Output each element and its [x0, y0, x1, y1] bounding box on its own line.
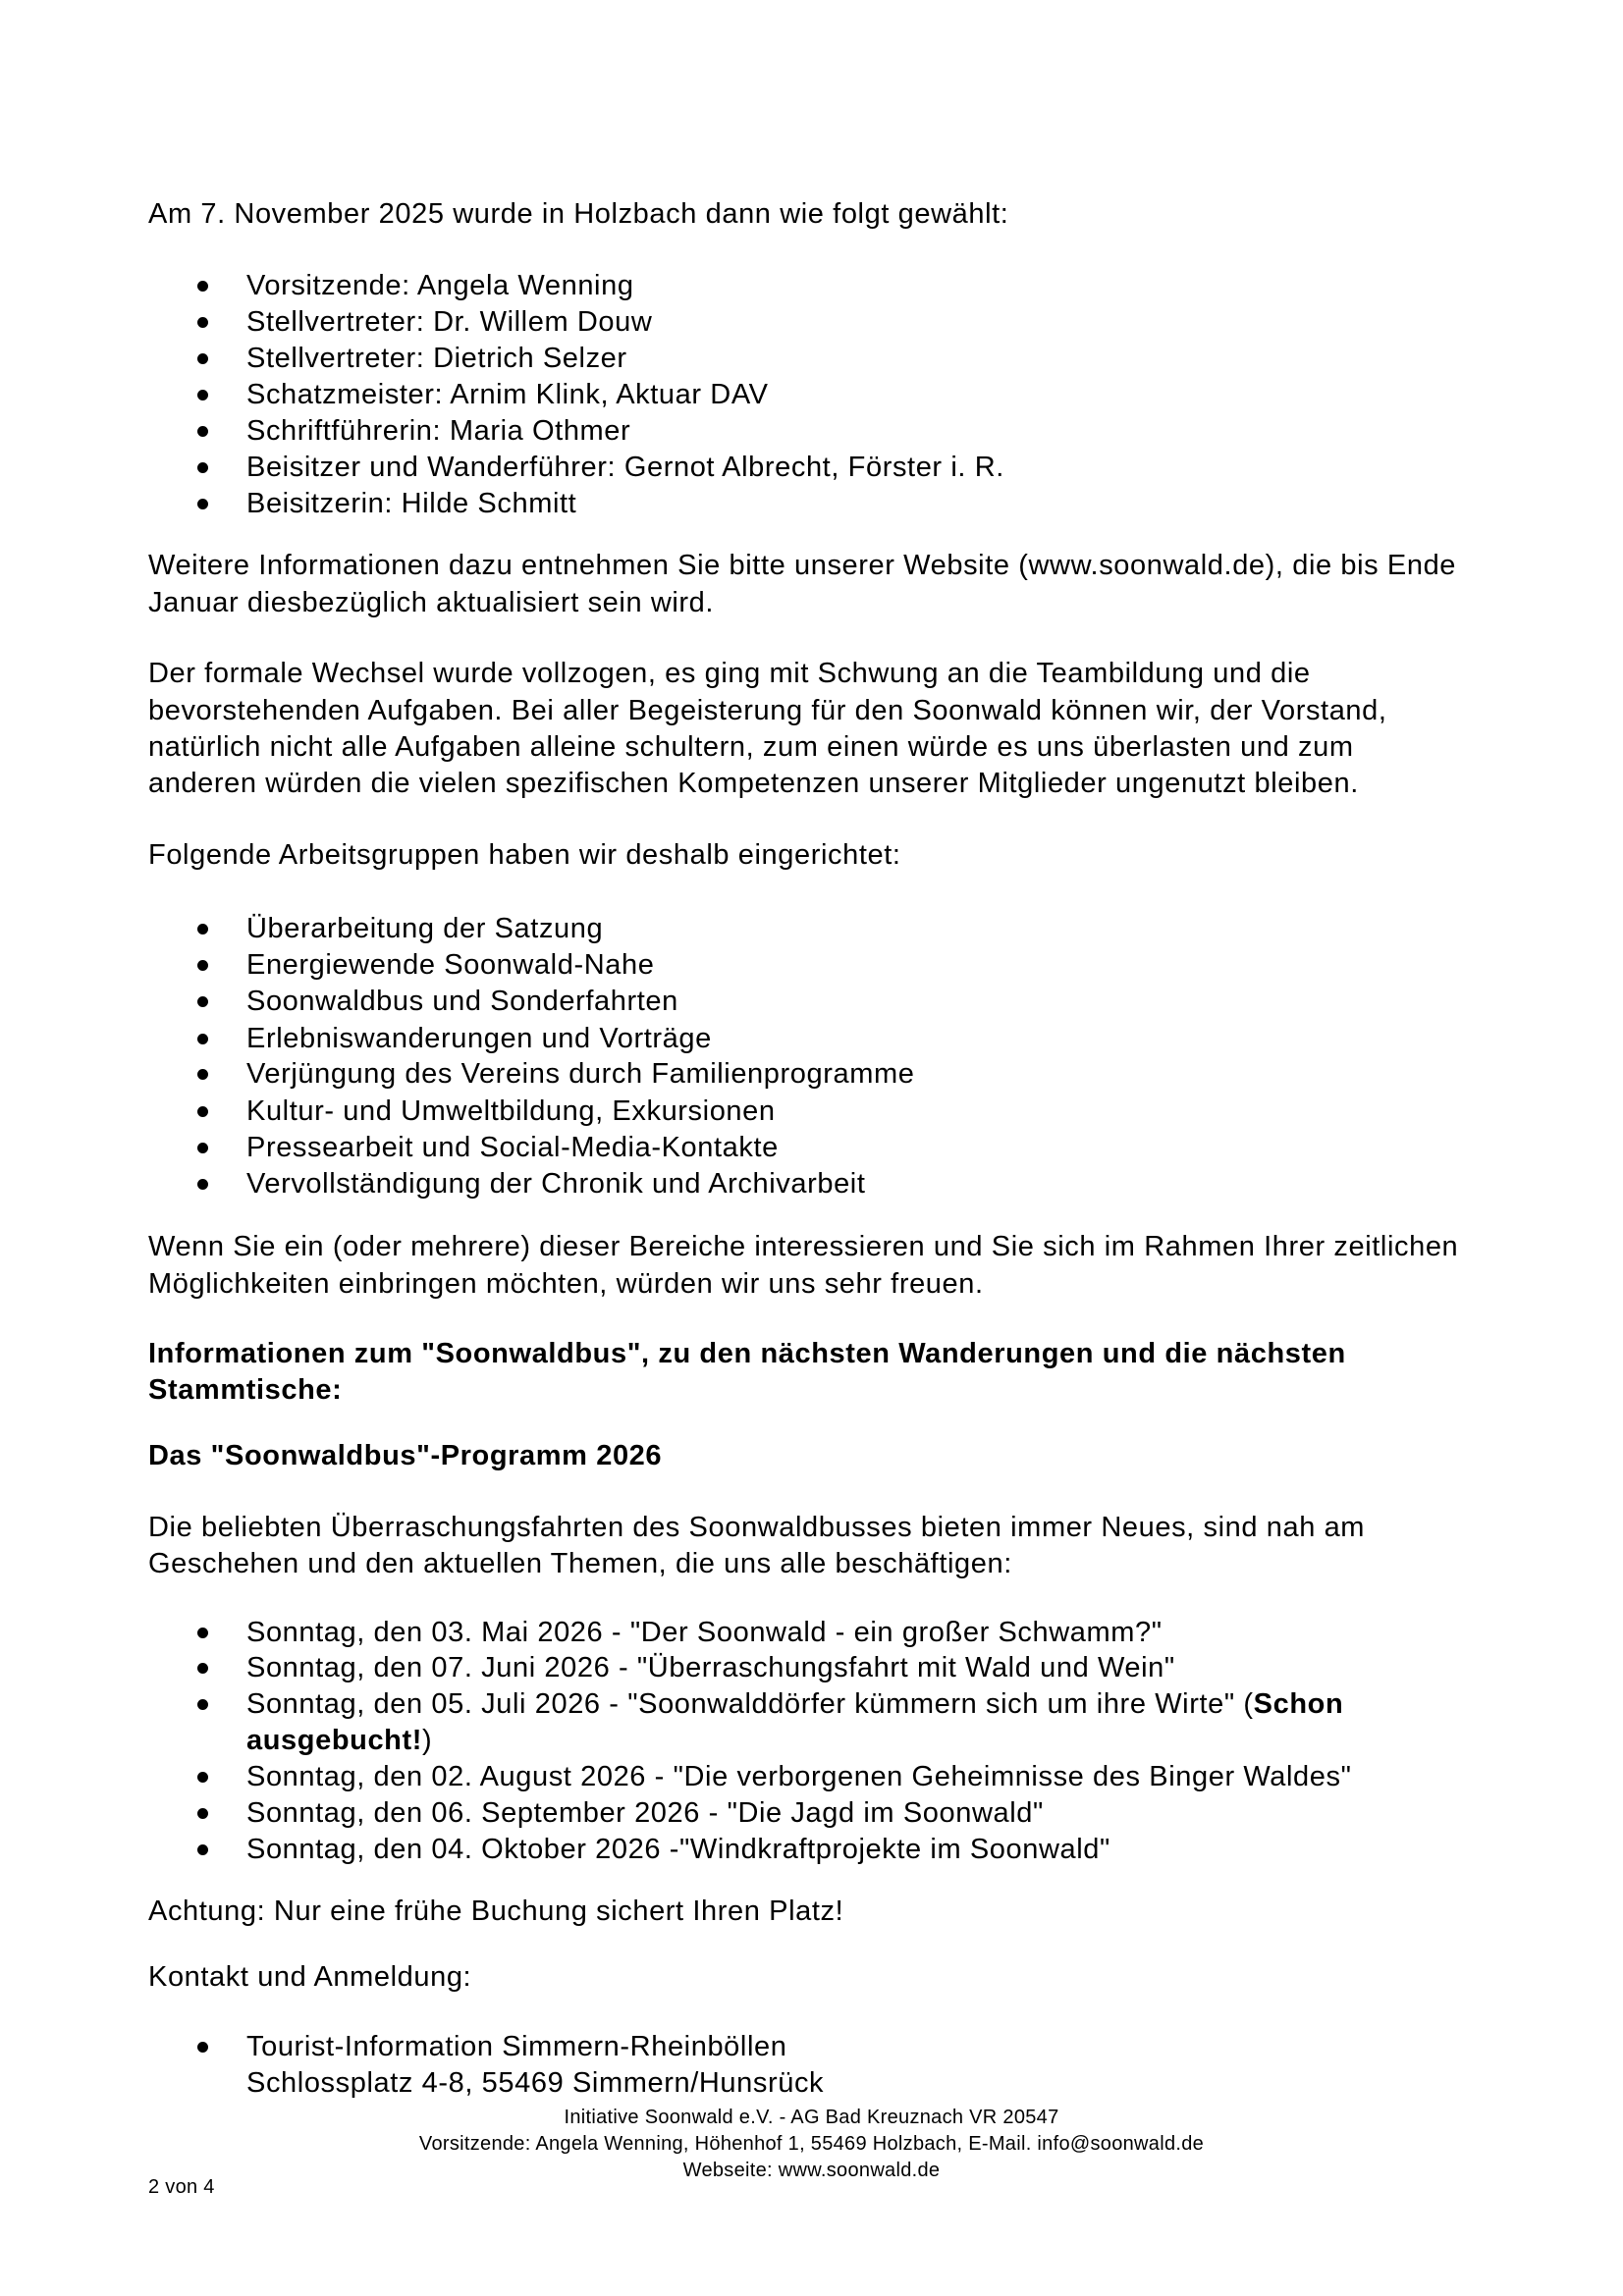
- list-item: Energiewende Soonwald-Nahe: [246, 949, 655, 981]
- bullet-icon: [197, 1069, 208, 1080]
- bus-trip-item: Sonntag, den 04. Oktober 2026 -"Windkraftprojekte im Soonwald": [246, 1834, 1110, 1865]
- bullet-icon: [197, 499, 208, 509]
- list-item: Pressearbeit und Social-Media-Kontakte: [246, 1132, 779, 1163]
- bullet-icon: [197, 924, 208, 934]
- paragraph-line: Die beliebten Überraschungsfahrten des Soonwaldbusses bieten immer Neues, sind nah am: [148, 1512, 1366, 1543]
- paragraph-line: natürlich nicht alle Aufgaben alleine schultern, zum einen würde es uns überlasten und zum: [148, 731, 1354, 763]
- bullet-icon: [197, 390, 208, 400]
- bus-trip-item: Sonntag, den 03. Mai 2026 - "Der Soonwald - ein großer Schwamm?": [246, 1617, 1163, 1648]
- bullet-icon: [197, 1106, 208, 1117]
- paragraph-line: Januar diesbezüglich aktualisiert sein wird.: [148, 587, 715, 618]
- bullet-icon: [197, 1844, 208, 1855]
- booking-note: Achtung: Nur eine frühe Buchung sichert Ihren Platz!: [148, 1896, 844, 1927]
- paragraph-line: Wenn Sie ein (oder mehrere) dieser Bereiche interessieren und Sie sich im Rahmen Ihrer zeitlichen: [148, 1231, 1459, 1262]
- footer-line: Initiative Soonwald e.V. - AG Bad Kreuznach VR 20547: [564, 2107, 1059, 2128]
- contact-address: Schlossplatz 4-8, 55469 Simmern/Hunsrück: [246, 2067, 825, 2099]
- sold-out-label: Schon: [1253, 1688, 1344, 1720]
- paragraph-line: Der formale Wechsel wurde vollzogen, es ging mit Schwung an die Teambildung und die: [148, 658, 1311, 689]
- bullet-icon: [197, 1663, 208, 1674]
- list-item: Kultur- und Umweltbildung, Exkursionen: [246, 1095, 776, 1127]
- bullet-icon: [197, 1628, 208, 1638]
- paragraph-line: bevorstehenden Aufgaben. Bei aller Begeisterung für den Soonwald können wir, der Vorstand,: [148, 695, 1387, 726]
- list-item: Vorsitzende: Angela Wenning: [246, 270, 634, 301]
- bullet-icon: [197, 462, 208, 473]
- bus-trip-item-continuation: [246, 1723, 432, 1759]
- contact-heading: Kontakt und Anmeldung:: [148, 1961, 472, 1993]
- paragraph-line: Möglichkeiten einbringen möchten, würden wir uns sehr freuen.: [148, 1268, 984, 1300]
- list-item: Beisitzerin: Hilde Schmitt: [246, 488, 577, 519]
- trip-text: ): [422, 1725, 433, 1756]
- list-item: Stellvertreter: Dr. Willem Douw: [246, 306, 653, 338]
- bullet-icon: [197, 1143, 208, 1153]
- bullet-icon: [197, 426, 208, 437]
- bus-program-heading: Das "Soonwaldbus"-Programm 2026: [148, 1440, 663, 1471]
- list-item: Beisitzer und Wanderführer: Gernot Albrecht, Förster i. R.: [246, 452, 1004, 483]
- footer-line: Vorsitzende: Angela Wenning, Höhenhof 1, 55469 Holzbach, E-Mail. info@soonwald.de: [418, 2133, 1205, 2155]
- footer-line: Webseite: www.soonwald.de: [682, 2160, 941, 2181]
- bullet-icon: [197, 317, 208, 328]
- list-item: Vervollständigung der Chronik und Archivarbeit: [246, 1168, 866, 1200]
- bullet-icon: [197, 1772, 208, 1783]
- page-number: 2 von 4: [148, 2176, 215, 2198]
- bus-trip-item: Sonntag, den 02. August 2026 - "Die verborgenen Geheimnisse des Binger Waldes": [246, 1761, 1352, 1792]
- paragraph-line: anderen würden die vielen spezifischen Kompetenzen unserer Mitglieder ungenutzt bleiben.: [148, 768, 1359, 799]
- bullet-icon: [197, 1808, 208, 1819]
- bus-trip-item: Sonntag, den 06. September 2026 - "Die Jagd im Soonwald": [246, 1797, 1044, 1829]
- bus-trip-item: [246, 1686, 1343, 1723]
- paragraph-line: Geschehen und den aktuellen Themen, die uns alle beschäftigen:: [148, 1548, 1012, 1579]
- list-item: Überarbeitung der Satzung: [246, 913, 604, 944]
- bullet-icon: [197, 353, 208, 364]
- contact-name: Tourist-Information Simmern-Rheinböllen: [246, 2031, 787, 2062]
- bullet-icon: [197, 281, 208, 292]
- bullet-icon: [197, 1179, 208, 1190]
- bullet-icon: [197, 1699, 208, 1710]
- sold-out-label: ausgebucht!: [246, 1725, 422, 1756]
- bullet-icon: [197, 996, 208, 1007]
- list-item: Soonwaldbus und Sonderfahrten: [246, 986, 678, 1017]
- list-item: Stellvertreter: Dietrich Selzer: [246, 343, 627, 374]
- intro-text: Am 7. November 2025 wurde in Holzbach dann wie folgt gewählt:: [148, 198, 1009, 230]
- paragraph-line: Weitere Informationen dazu entnehmen Sie bitte unserer Website (www.soonwald.de), die bis Ende: [148, 550, 1457, 581]
- list-item: Erlebniswanderungen und Vorträge: [246, 1023, 712, 1054]
- bullet-icon: [197, 1034, 208, 1044]
- bus-trip-item: Sonntag, den 07. Juni 2026 - "Überraschungsfahrt mit Wald und Wein": [246, 1652, 1175, 1683]
- bullet-icon: [197, 2042, 208, 2053]
- list-item: Schatzmeister: Arnim Klink, Aktuar DAV: [246, 379, 769, 410]
- list-item: Schriftführerin: Maria Othmer: [246, 415, 631, 447]
- groups-intro: Folgende Arbeitsgruppen haben wir deshalb eingerichtet:: [148, 839, 901, 871]
- heading-line: Informationen zum "Soonwaldbus", zu den nächsten Wanderungen und die nächsten: [148, 1338, 1346, 1369]
- bullet-icon: [197, 960, 208, 971]
- list-item: Verjüngung des Vereins durch Familienprogramme: [246, 1058, 915, 1090]
- trip-text: Sonntag, den 05. Juli 2026 - "Soonwalddörfer kümmern sich um ihre Wirte" (: [246, 1688, 1254, 1720]
- heading-line: Stammtische:: [148, 1374, 343, 1406]
